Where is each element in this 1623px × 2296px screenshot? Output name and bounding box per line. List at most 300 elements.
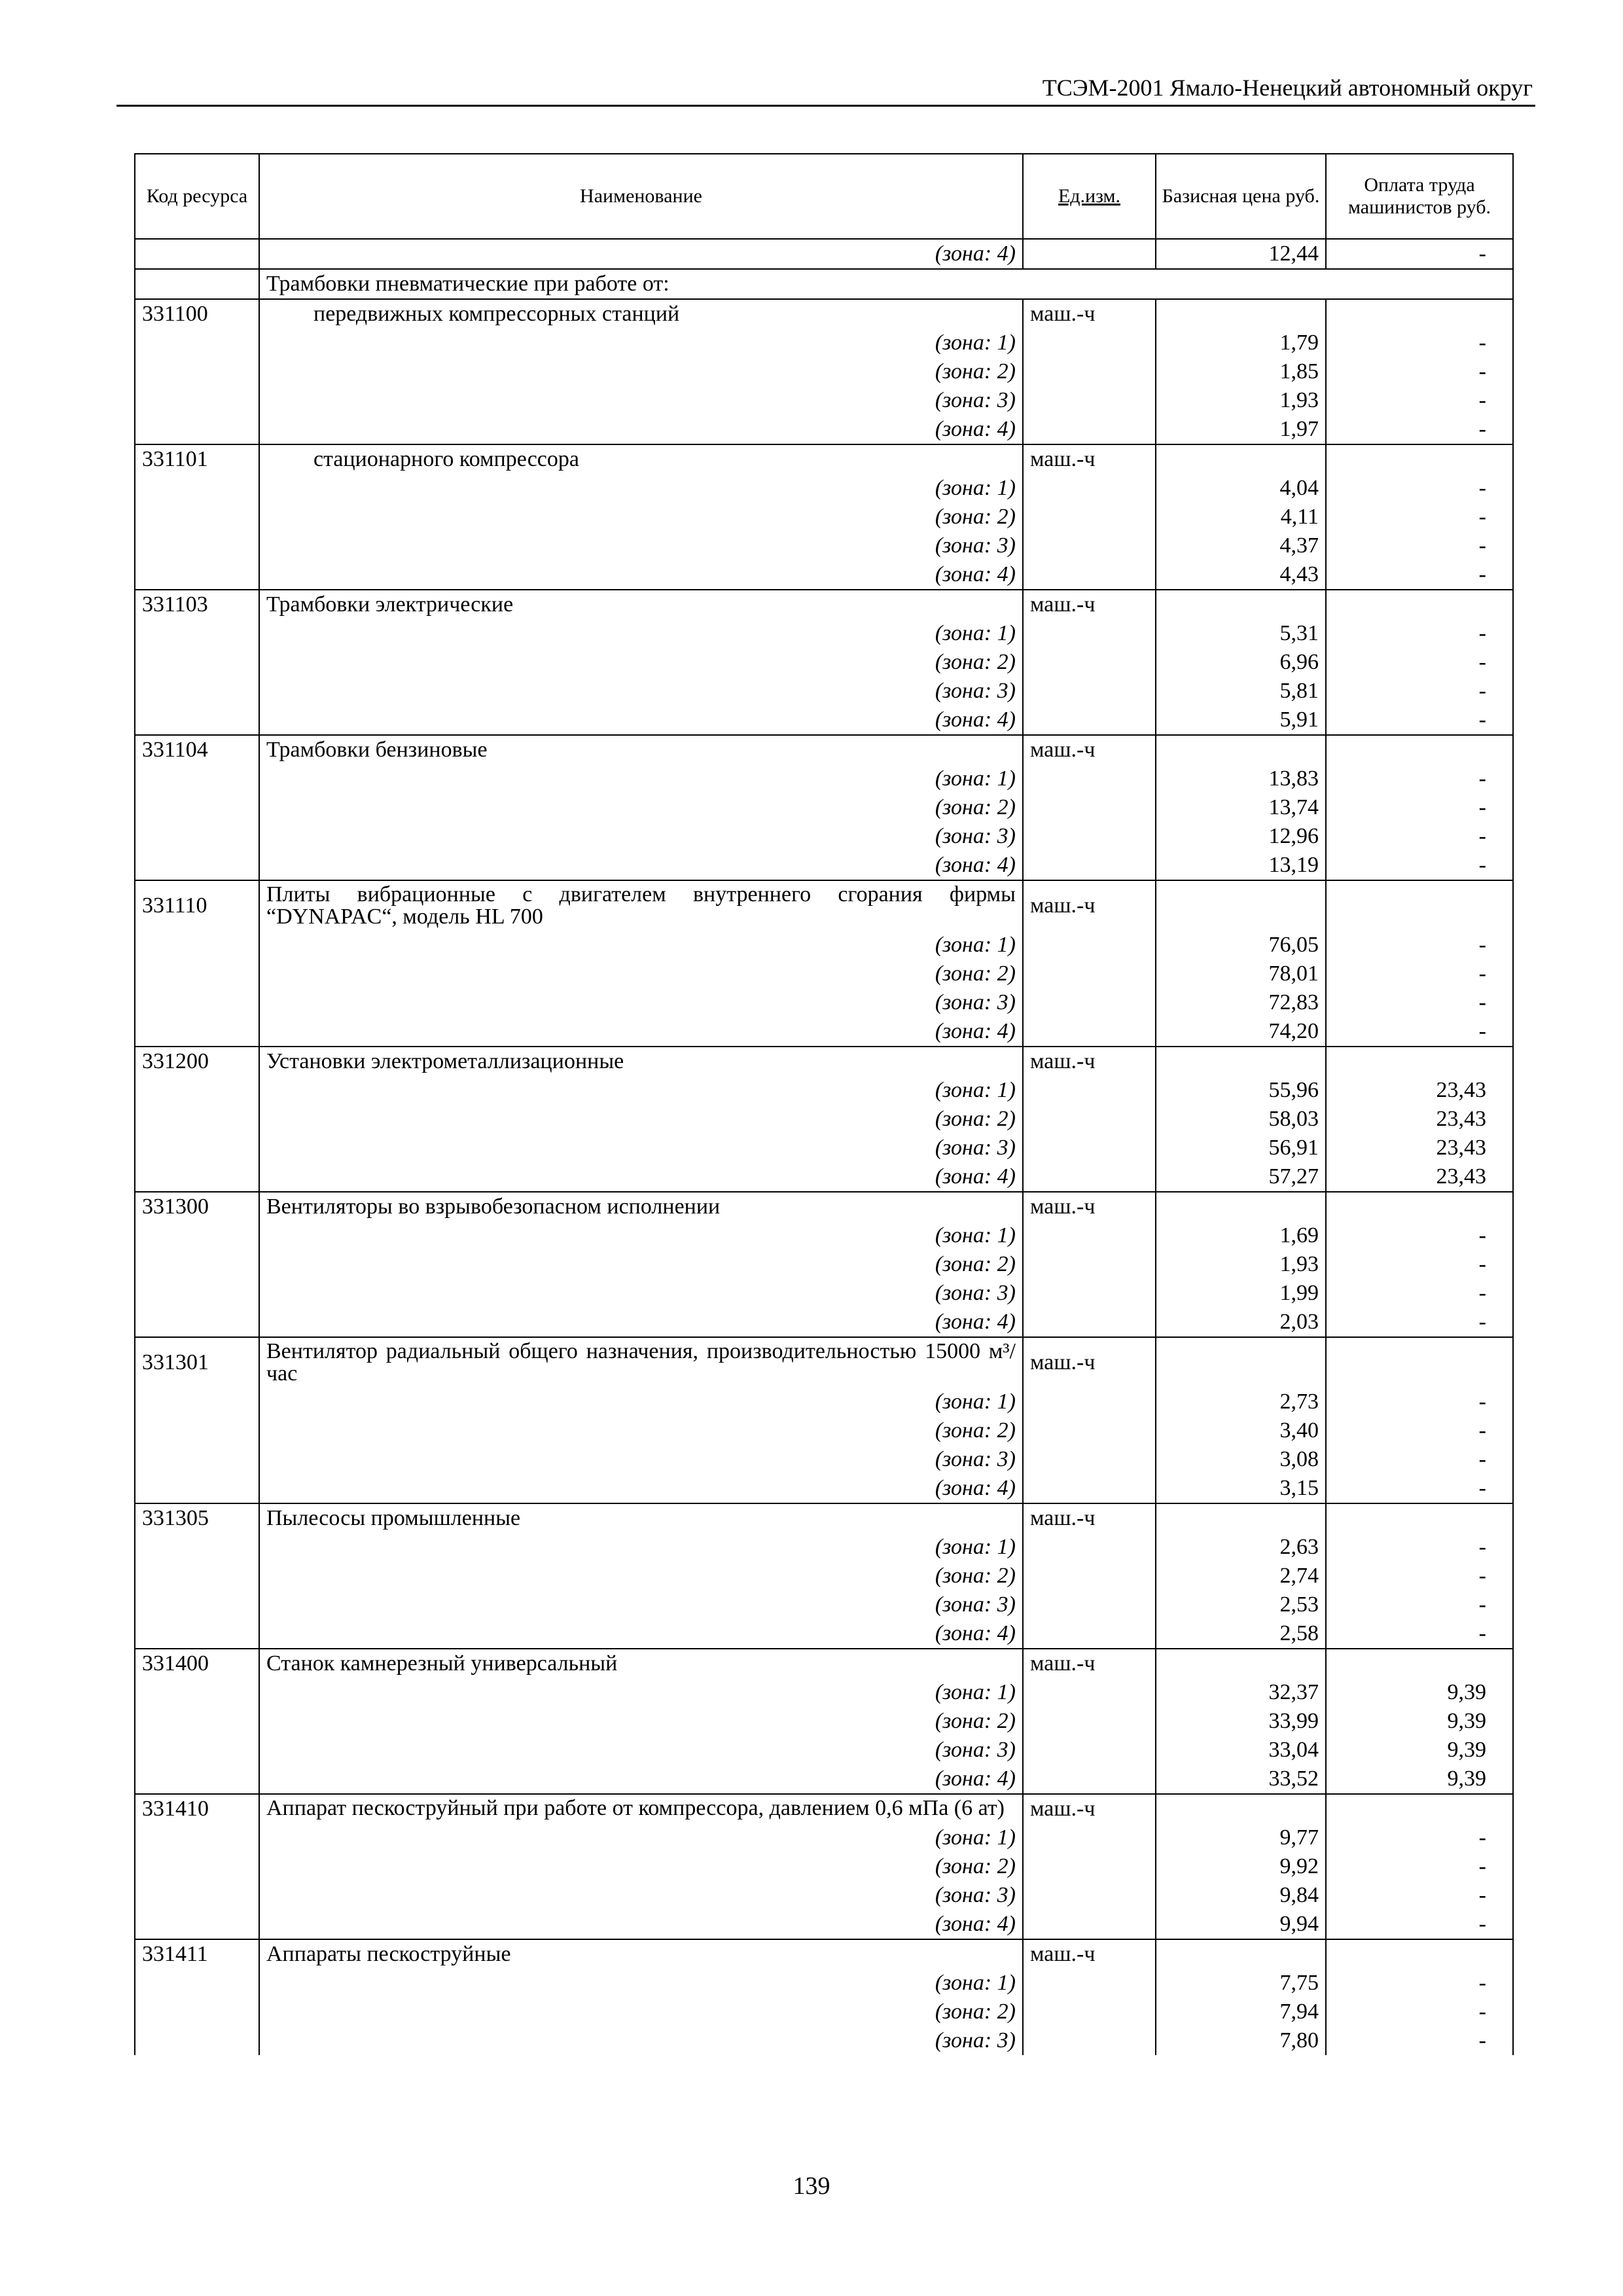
pay-cell [1326, 1503, 1513, 1533]
name-cell: Плиты вибрационные с двигателем внутреннего сгорания фирмы “DYNAPAC“, модель HL 700 [259, 880, 1023, 931]
price-cell: 4,04 [1156, 474, 1326, 503]
zone-row [135, 706, 1513, 735]
unit-cell [1023, 2026, 1156, 2055]
code-cell [135, 988, 259, 1017]
page-number: 139 [793, 2172, 830, 2200]
price-cell: 74,20 [1156, 1017, 1326, 1047]
code-cell [135, 960, 259, 988]
code-cell [135, 1134, 259, 1162]
unit-cell [1023, 1707, 1156, 1736]
price-cell: 76,05 [1156, 931, 1326, 960]
price-cell: 4,11 [1156, 503, 1326, 531]
pay-cell: - [1326, 1852, 1513, 1881]
zone-row [135, 1678, 1513, 1707]
zone-row [135, 677, 1513, 706]
price-cell: 1,99 [1156, 1279, 1326, 1308]
pay-cell: - [1326, 1969, 1513, 1998]
code-cell [135, 851, 259, 880]
price-cell: 33,04 [1156, 1736, 1326, 1765]
pay-cell: - [1326, 648, 1513, 677]
zone-row [135, 988, 1513, 1017]
zone-cell: (зона: 1) [259, 619, 1023, 648]
zone-row [135, 1562, 1513, 1590]
code-cell [135, 357, 259, 386]
code-cell [135, 931, 259, 960]
unit-cell [1023, 1590, 1156, 1619]
price-cell [1156, 1794, 1326, 1823]
price-cell: 55,96 [1156, 1076, 1326, 1105]
pay-cell: - [1326, 239, 1513, 269]
name-cell: Аппараты пескоструйные [259, 1939, 1023, 1969]
price-cell: 6,96 [1156, 648, 1326, 677]
name-cell: Пылесосы промышленные [259, 1503, 1023, 1533]
zone-row [135, 1250, 1513, 1279]
code-cell [135, 1250, 259, 1279]
code-cell: 331301 [135, 1337, 259, 1388]
pay-cell: - [1326, 1388, 1513, 1416]
pay-cell: - [1326, 960, 1513, 988]
price-cell: 1,85 [1156, 357, 1326, 386]
unit-cell [1023, 1105, 1156, 1134]
name-cell: Установки электрометаллизационные [259, 1047, 1023, 1076]
zone-cell: (зона: 4) [259, 239, 1023, 269]
zone-row [135, 1736, 1513, 1765]
pay-cell: - [1326, 1308, 1513, 1337]
price-cell [1156, 1337, 1326, 1388]
code-cell: 331101 [135, 444, 259, 474]
price-cell: 7,75 [1156, 1969, 1326, 1998]
zone-row [135, 357, 1513, 386]
zone-row [135, 619, 1513, 648]
zone-cell: (зона: 2) [259, 1562, 1023, 1590]
code-cell [135, 1105, 259, 1134]
pay-cell: - [1326, 793, 1513, 822]
code-cell [135, 677, 259, 706]
pay-cell: 23,43 [1326, 1076, 1513, 1105]
zone-row [135, 1590, 1513, 1619]
zone-row [135, 1221, 1513, 1250]
unit-cell: маш.-ч [1023, 735, 1156, 764]
zone-cell: (зона: 3) [259, 1881, 1023, 1910]
column-header-price: Базисная цена руб. [1156, 154, 1326, 239]
pay-cell: - [1326, 1562, 1513, 1590]
pay-cell: - [1326, 1279, 1513, 1308]
name-cell: Трамбовки электрические [259, 590, 1023, 619]
zone-row [135, 1388, 1513, 1416]
unit-cell [1023, 706, 1156, 735]
price-cell: 57,27 [1156, 1162, 1326, 1192]
code-cell: 331410 [135, 1794, 259, 1823]
unit-cell [1023, 1134, 1156, 1162]
price-cell [1156, 1047, 1326, 1076]
price-cell [1156, 880, 1326, 931]
price-cell: 2,58 [1156, 1619, 1326, 1649]
table-header-row [135, 154, 1513, 239]
unit-cell: маш.-ч [1023, 1939, 1156, 1969]
zone-cell: (зона: 4) [259, 1017, 1023, 1047]
zone-row [135, 1998, 1513, 2026]
zone-row [135, 329, 1513, 357]
pay-cell [1326, 1939, 1513, 1969]
code-cell: 331100 [135, 299, 259, 329]
pay-cell: - [1326, 988, 1513, 1017]
unit-cell [1023, 1910, 1156, 1939]
zone-cell: (зона: 2) [259, 1998, 1023, 2026]
zone-row [135, 1910, 1513, 1939]
code-cell [135, 474, 259, 503]
price-cell: 72,83 [1156, 988, 1326, 1017]
code-cell: 331104 [135, 735, 259, 764]
item-row [135, 735, 1513, 764]
price-cell: 4,37 [1156, 531, 1326, 560]
unit-cell [1023, 988, 1156, 1017]
pay-cell: - [1326, 474, 1513, 503]
zone-cell: (зона: 4) [259, 851, 1023, 880]
zone-row [135, 1017, 1513, 1047]
unit-cell [1023, 1308, 1156, 1337]
pay-cell: - [1326, 764, 1513, 793]
zone-cell: (зона: 4) [259, 560, 1023, 590]
unit-cell [1023, 793, 1156, 822]
item-row [135, 880, 1513, 931]
price-cell [1156, 1939, 1326, 1969]
price-cell: 58,03 [1156, 1105, 1326, 1134]
code-cell: 331110 [135, 880, 259, 931]
price-cell: 32,37 [1156, 1678, 1326, 1707]
resource-price-table [134, 153, 1514, 2055]
zone-cell: (зона: 3) [259, 531, 1023, 560]
zone-cell: (зона: 1) [259, 329, 1023, 357]
price-cell [1156, 1649, 1326, 1678]
price-cell: 13,19 [1156, 851, 1326, 880]
pay-cell: - [1326, 1017, 1513, 1047]
item-row [135, 1192, 1513, 1221]
zone-row [135, 1308, 1513, 1337]
pay-cell: - [1326, 531, 1513, 560]
price-cell: 56,91 [1156, 1134, 1326, 1162]
zone-row [135, 1823, 1513, 1852]
pay-cell [1326, 590, 1513, 619]
code-cell [135, 1533, 259, 1562]
zone-row [135, 1076, 1513, 1105]
code-cell: 331400 [135, 1649, 259, 1678]
code-cell [135, 386, 259, 415]
zone-row [135, 851, 1513, 880]
code-cell [135, 1562, 259, 1590]
code-cell [135, 1076, 259, 1105]
zone-row [135, 960, 1513, 988]
zone-row [135, 1765, 1513, 1794]
code-cell [135, 1017, 259, 1047]
price-cell: 13,83 [1156, 764, 1326, 793]
zone-cell: (зона: 4) [259, 1162, 1023, 1192]
pay-cell: - [1326, 1881, 1513, 1910]
item-row [135, 1047, 1513, 1076]
zone-cell: (зона: 2) [259, 960, 1023, 988]
price-cell: 12,44 [1156, 239, 1326, 269]
pay-cell: - [1326, 1910, 1513, 1939]
price-cell: 1,97 [1156, 415, 1326, 444]
price-cell: 9,92 [1156, 1852, 1326, 1881]
unit-cell [1023, 619, 1156, 648]
price-cell: 7,80 [1156, 2026, 1326, 2055]
unit-cell [1023, 1221, 1156, 1250]
unit-cell [1023, 648, 1156, 677]
price-cell [1156, 444, 1326, 474]
pay-cell: - [1326, 560, 1513, 590]
zone-cell: (зона: 3) [259, 988, 1023, 1017]
code-cell [135, 1308, 259, 1337]
code-cell: 331300 [135, 1192, 259, 1221]
price-cell: 33,99 [1156, 1707, 1326, 1736]
pay-cell: - [1326, 1416, 1513, 1445]
price-cell: 2,03 [1156, 1308, 1326, 1337]
zone-cell: (зона: 4) [259, 415, 1023, 444]
code-cell [135, 1707, 259, 1736]
code-cell [135, 1881, 259, 1910]
pay-cell: - [1326, 619, 1513, 648]
zone-row [135, 1969, 1513, 1998]
code-cell [135, 415, 259, 444]
unit-cell: маш.-ч [1023, 444, 1156, 474]
price-cell: 12,96 [1156, 822, 1326, 851]
item-row [135, 1337, 1513, 1388]
item-row [135, 590, 1513, 619]
zone-row [135, 415, 1513, 444]
name-cell: Вентиляторы во взрывобезопасном исполнении [259, 1192, 1023, 1221]
zone-cell: (зона: 4) [259, 706, 1023, 735]
column-header-code: Код ресурса [135, 154, 259, 239]
pay-cell: - [1326, 1445, 1513, 1474]
zone-row [135, 1134, 1513, 1162]
pay-cell: 9,39 [1326, 1765, 1513, 1794]
price-cell: 1,93 [1156, 386, 1326, 415]
pay-cell [1326, 880, 1513, 931]
pay-cell: - [1326, 931, 1513, 960]
unit-cell [1023, 357, 1156, 386]
zone-cell: (зона: 3) [259, 822, 1023, 851]
name-cell: Аппарат пескоструйный при работе от компрессора, давлением 0,6 мПа (6 ат) [259, 1794, 1023, 1823]
unit-cell [1023, 329, 1156, 357]
zone-row [135, 1105, 1513, 1134]
pay-cell: - [1326, 1619, 1513, 1649]
code-cell [135, 1678, 259, 1707]
unit-cell [1023, 531, 1156, 560]
zone-cell: (зона: 1) [259, 1533, 1023, 1562]
unit-cell [1023, 560, 1156, 590]
zone-cell: (зона: 3) [259, 677, 1023, 706]
zone-row [135, 1279, 1513, 1308]
unit-cell [1023, 415, 1156, 444]
item-row [135, 1649, 1513, 1678]
pay-cell: 9,39 [1326, 1736, 1513, 1765]
price-cell: 78,01 [1156, 960, 1326, 988]
pay-cell: - [1326, 386, 1513, 415]
price-cell: 5,91 [1156, 706, 1326, 735]
item-row [135, 1939, 1513, 1969]
code-cell [135, 1162, 259, 1192]
price-cell: 2,74 [1156, 1562, 1326, 1590]
zone-cell: (зона: 1) [259, 764, 1023, 793]
unit-cell [1023, 1881, 1156, 1910]
unit-cell: маш.-ч [1023, 880, 1156, 931]
code-cell [135, 619, 259, 648]
zone-cell: (зона: 2) [259, 1707, 1023, 1736]
unit-cell [1023, 503, 1156, 531]
code-cell [135, 793, 259, 822]
pay-cell: - [1326, 503, 1513, 531]
section-title: Трамбовки пневматические при работе от: [259, 269, 1513, 299]
code-cell [135, 706, 259, 735]
pay-cell: - [1326, 2026, 1513, 2055]
price-cell: 7,94 [1156, 1998, 1326, 2026]
zone-cell: (зона: 2) [259, 648, 1023, 677]
pay-cell: 23,43 [1326, 1134, 1513, 1162]
code-cell [135, 764, 259, 793]
zone-row [135, 1416, 1513, 1445]
unit-cell [1023, 239, 1156, 269]
code-cell [135, 2026, 259, 2055]
unit-cell [1023, 1619, 1156, 1649]
zone-cell: (зона: 1) [259, 1221, 1023, 1250]
name-cell: передвижных компрессорных станций [259, 299, 1023, 329]
zone-cell: (зона: 2) [259, 1250, 1023, 1279]
price-cell [1156, 735, 1326, 764]
pay-cell [1326, 1337, 1513, 1388]
code-cell [135, 269, 259, 299]
code-cell [135, 1736, 259, 1765]
zone-cell: (зона: 3) [259, 1134, 1023, 1162]
zone-cell: (зона: 1) [259, 1823, 1023, 1852]
zone-cell: (зона: 4) [259, 1308, 1023, 1337]
unit-cell [1023, 677, 1156, 706]
code-cell [135, 531, 259, 560]
item-row [135, 1794, 1513, 1823]
price-cell: 1,69 [1156, 1221, 1326, 1250]
unit-cell [1023, 1279, 1156, 1308]
unit-cell [1023, 1416, 1156, 1445]
pay-cell: - [1326, 329, 1513, 357]
price-cell [1156, 1503, 1326, 1533]
pay-cell: - [1326, 822, 1513, 851]
zone-cell: (зона: 1) [259, 1076, 1023, 1105]
code-cell [135, 1474, 259, 1503]
price-cell: 3,15 [1156, 1474, 1326, 1503]
unit-cell [1023, 1017, 1156, 1047]
zone-cell: (зона: 4) [259, 1619, 1023, 1649]
column-header-pay: Оплата труда машинистов руб. [1326, 154, 1513, 239]
pay-cell: - [1326, 1823, 1513, 1852]
pay-cell: - [1326, 1250, 1513, 1279]
code-cell [135, 1221, 259, 1250]
zone-row [135, 386, 1513, 415]
column-header-unit: Ед.изм. [1023, 154, 1156, 239]
pay-cell: - [1326, 706, 1513, 735]
unit-cell: маш.-ч [1023, 590, 1156, 619]
zone-row [135, 931, 1513, 960]
name-cell: Вентилятор радиальный общего назначения, производительностью 15000 м³/час [259, 1337, 1023, 1388]
zone-cell: (зона: 1) [259, 474, 1023, 503]
unit-cell [1023, 1765, 1156, 1794]
unit-cell [1023, 1823, 1156, 1852]
name-cell: Трамбовки бензиновые [259, 735, 1023, 764]
zone-row [135, 822, 1513, 851]
pay-cell: - [1326, 415, 1513, 444]
code-cell [135, 1619, 259, 1649]
unit-cell [1023, 851, 1156, 880]
code-cell [135, 329, 259, 357]
item-row [135, 1503, 1513, 1533]
unit-cell [1023, 1852, 1156, 1881]
price-cell: 9,77 [1156, 1823, 1326, 1852]
code-cell [135, 1852, 259, 1881]
price-cell [1156, 1192, 1326, 1221]
price-cell: 9,94 [1156, 1910, 1326, 1939]
price-cell: 2,73 [1156, 1388, 1326, 1416]
unit-cell [1023, 931, 1156, 960]
code-cell: 331411 [135, 1939, 259, 1969]
unit-cell [1023, 1388, 1156, 1416]
unit-cell [1023, 1474, 1156, 1503]
code-cell [135, 822, 259, 851]
code-cell [135, 560, 259, 590]
zone-cell: (зона: 4) [259, 1910, 1023, 1939]
continuation-row [135, 239, 1513, 269]
code-cell [135, 648, 259, 677]
zone-cell: (зона: 3) [259, 386, 1023, 415]
zone-row [135, 1445, 1513, 1474]
zone-cell: (зона: 2) [259, 357, 1023, 386]
zone-cell: (зона: 4) [259, 1474, 1023, 1503]
code-cell [135, 1910, 259, 1939]
zone-row [135, 1619, 1513, 1649]
code-cell [135, 1590, 259, 1619]
code-cell [135, 239, 259, 269]
item-row [135, 299, 1513, 329]
unit-cell: маш.-ч [1023, 1047, 1156, 1076]
unit-cell [1023, 1736, 1156, 1765]
price-cell: 5,31 [1156, 619, 1326, 648]
zone-row [135, 503, 1513, 531]
code-cell [135, 1416, 259, 1445]
code-cell [135, 1969, 259, 1998]
pay-cell: 23,43 [1326, 1162, 1513, 1192]
unit-cell [1023, 1678, 1156, 1707]
unit-cell [1023, 1250, 1156, 1279]
pay-cell: - [1326, 851, 1513, 880]
zone-row [135, 531, 1513, 560]
price-cell: 2,53 [1156, 1590, 1326, 1619]
unit-cell [1023, 474, 1156, 503]
zone-row [135, 1707, 1513, 1736]
zone-cell: (зона: 2) [259, 503, 1023, 531]
code-cell [135, 503, 259, 531]
zone-cell: (зона: 3) [259, 1445, 1023, 1474]
zone-row [135, 1881, 1513, 1910]
unit-cell [1023, 1162, 1156, 1192]
zone-row [135, 648, 1513, 677]
unit-cell [1023, 1562, 1156, 1590]
pay-cell: - [1326, 1533, 1513, 1562]
price-cell: 3,08 [1156, 1445, 1326, 1474]
code-cell [135, 1998, 259, 2026]
unit-cell: маш.-ч [1023, 299, 1156, 329]
pay-cell: 9,39 [1326, 1678, 1513, 1707]
price-cell: 3,40 [1156, 1416, 1326, 1445]
zone-row [135, 793, 1513, 822]
price-cell: 2,63 [1156, 1533, 1326, 1562]
pay-cell: - [1326, 1998, 1513, 2026]
